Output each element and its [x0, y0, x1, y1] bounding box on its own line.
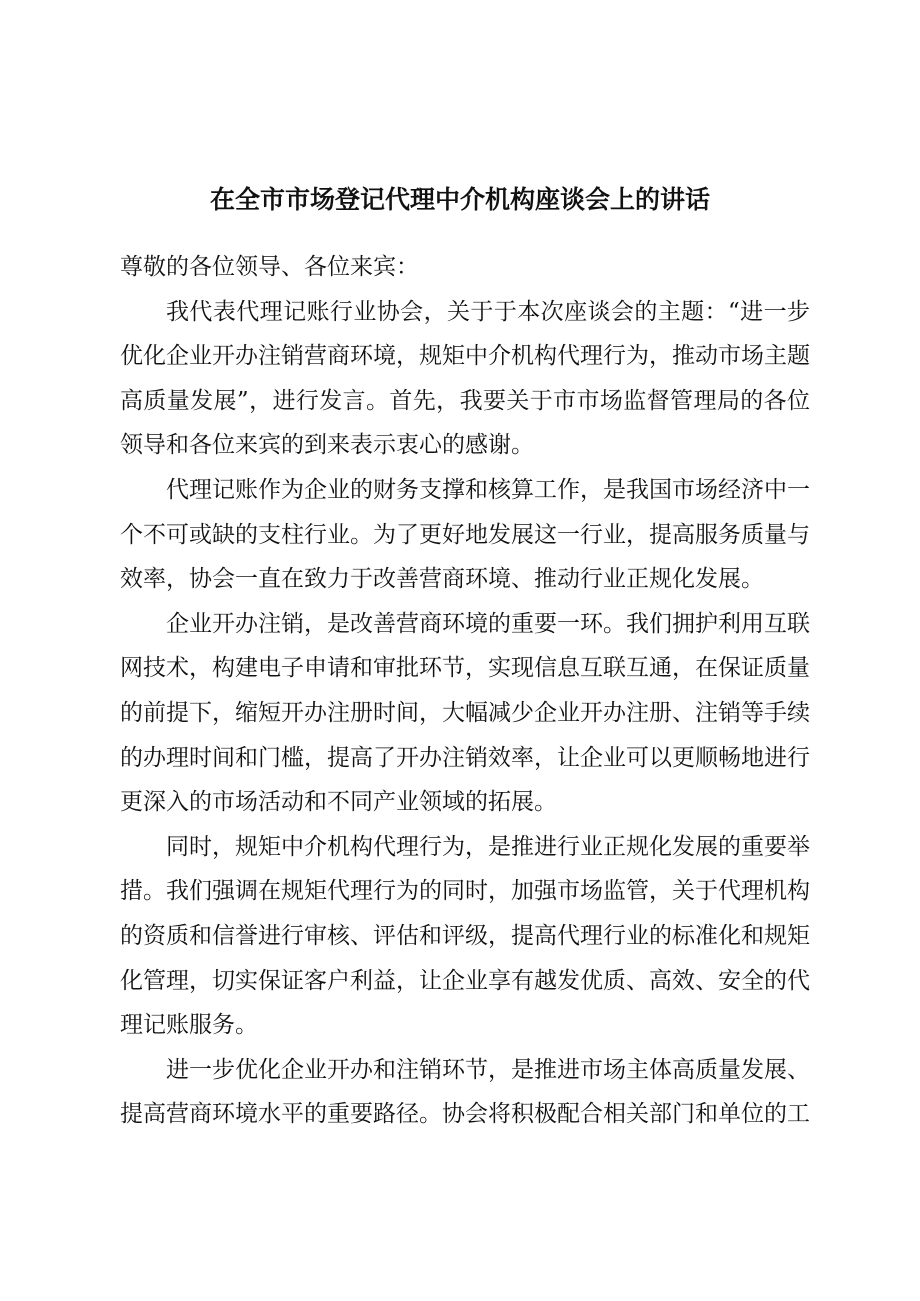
paragraph-2: 代理记账作为企业的财务支撑和核算工作，是我国市场经济中一个不可或缺的支柱行业。为了更好地发展这一行业，提高服务质量与效率，协会一直在致力于改善营商环境、推动行业正规化发展。 [120, 476, 810, 593]
salutation: 尊敬的各位领导、各位来宾： [120, 254, 419, 280]
document-body [120, 245, 810, 1137]
paragraph-5: 进一步优化企业开办和注销环节，是推进市场主体高质量发展、提高营商环境水平的重要路径。协会将积极配合相关部门和单位的工 [120, 1056, 810, 1128]
document-title: 在全市市场登记代理中介机构座谈会上的讲话 [209, 185, 710, 214]
paragraph-3: 企业开办注销，是改善营商环境的重要一环。我们拥护利用互联网技术，构建电子申请和审批环节，实现信息互联互通，在保证质量的前提下，缩短开办注册时间，大幅减少企业开办注册、注销等手续的办理时间和门槛，提高了开办注销效率，让企业可以更顺畅地进行更深入的市场活动和不同产业领域的拓展。 [120, 610, 810, 816]
paragraph-1: 我代表代理记账行业协会，关于于本次座谈会的主题：“进一步优化企业开办注销营商环境，规矩中介机构代理行为，推动市场主题高质量发展”，进行发言。首先，我要关于市市场监督管理局的各位领导和各位来宾的到来表示衷心的感谢。 [120, 298, 810, 459]
paragraph-4: 同时，规矩中介机构代理行为，是推进行业正规化发展的重要举措。我们强调在规矩代理行为的同时，加强市场监管，关于代理机构的资质和信誉进行审核、评估和评级，提高代理行业的标准化和规矩化管理，切实保证客户利益，让企业享有越发优质、高效、安全的代理记账服务。 [120, 833, 810, 1039]
